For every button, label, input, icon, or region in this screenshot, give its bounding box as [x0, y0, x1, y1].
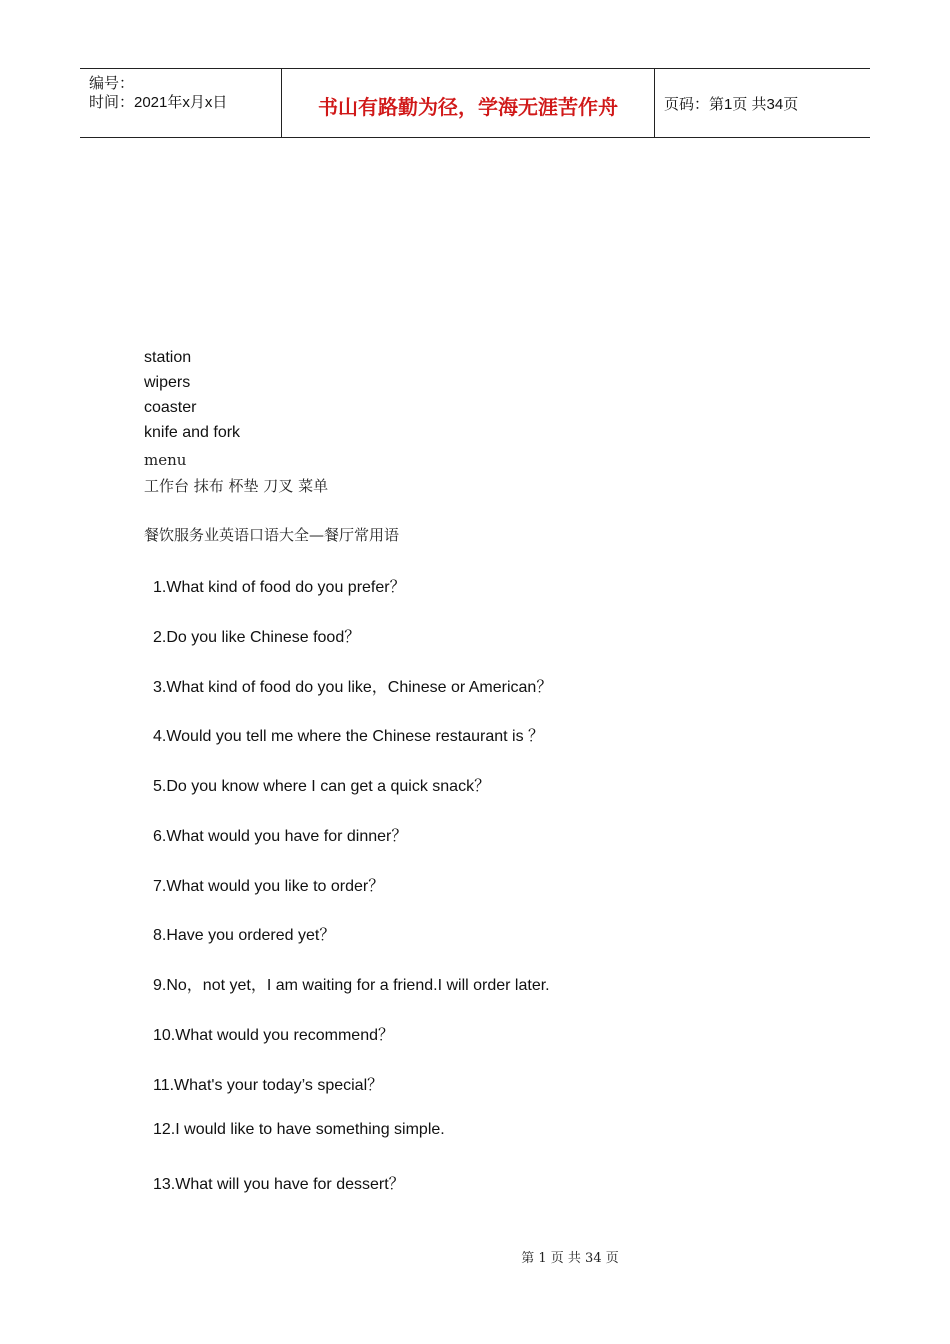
- vocab-word: knife and fork: [144, 424, 241, 441]
- question-item: 4.Would you tell me where the Chinese restaurant is ？: [153, 728, 545, 745]
- header-table: [80, 68, 870, 138]
- vocab-word: coaster: [144, 399, 197, 416]
- question-item: 3.What kind of food do you like，Chinese or American？: [153, 679, 553, 696]
- question-item: 10.What would you recommend？: [153, 1027, 395, 1044]
- vocab-word: station: [144, 349, 192, 366]
- question-item: 8.Have you ordered yet？: [153, 927, 336, 944]
- vocab-word: wipers: [144, 374, 191, 391]
- motto: 书山有路勤为径，学海无涯苦作舟: [318, 95, 618, 119]
- question-item: 6.What would you have for dinner？: [153, 828, 408, 845]
- page-footer: 第 1 页 共 34 页: [521, 1251, 619, 1266]
- question-item: 13.What will you have for dessert？: [153, 1176, 405, 1193]
- question-item: 1.What kind of food do you prefer？: [153, 579, 406, 596]
- header-info-cell: [80, 69, 282, 137]
- question-item: 12.I would like to have something simple.: [153, 1121, 445, 1138]
- vocab-word: menu: [144, 451, 187, 469]
- question-item: 5.Do you know where I can get a quick snack？: [153, 778, 491, 795]
- question-item: 9.No，not yet，I am waiting for a friend.I will order later.: [153, 977, 550, 994]
- header-motto-cell: [282, 69, 655, 137]
- question-item: 7.What would you like to order？: [153, 878, 385, 895]
- number-label: 编号：: [89, 75, 135, 92]
- vocab-chinese: 工作台 抹布 杯垫 刀叉 菜单: [144, 477, 329, 495]
- header-page-cell: [655, 69, 870, 137]
- section-title: 餐饮服务业英语口语大全—餐厅常用语: [144, 526, 400, 544]
- date-label: 时间：2021年x月x日: [89, 94, 228, 111]
- question-item: 2.Do you like Chinese food？: [153, 629, 361, 646]
- question-item: 11.What's your today’s special？: [153, 1077, 384, 1094]
- page-label: 页码：第1页 共34页: [664, 96, 799, 113]
